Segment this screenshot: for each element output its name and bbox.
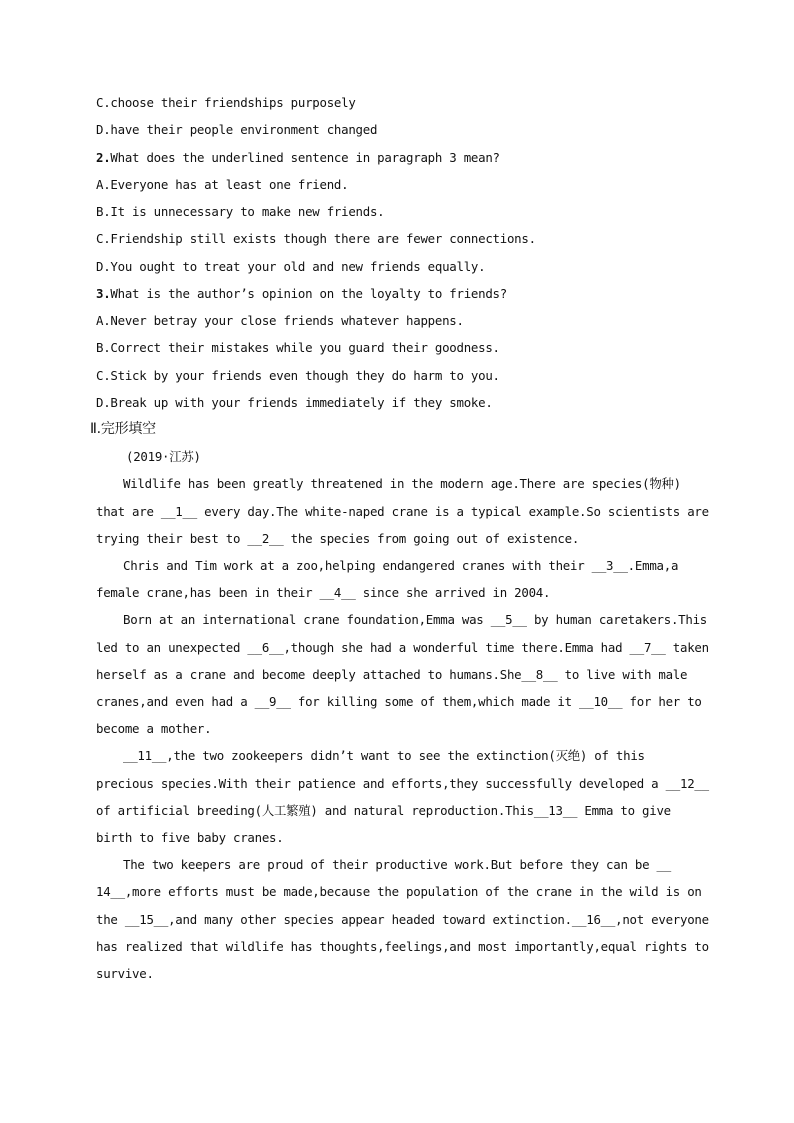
section-source: (2019·江苏) — [126, 449, 201, 464]
q2-stem — [96, 149, 500, 167]
q3-option-b: B.Correct their mistakes while you guard their goodness. — [96, 340, 500, 355]
q2-number: 2. — [96, 150, 111, 165]
passage-line: the __15__,and many other species appear headed toward extinction.__16__,not everyone — [96, 912, 709, 927]
passage-line: of artificial breeding(人工繁殖) and natural reproduction.This__13__ Emma to give — [96, 803, 671, 818]
passage-line: cranes,and even had a __9__ for killing some of them,which made it __10__ for her to — [96, 694, 702, 709]
passage-line: 14__,more efforts must be made,because the population of the crane in the wild is on — [96, 884, 702, 899]
passage-line: precious species.With their patience and efforts,they successfully developed a __12__ — [96, 776, 709, 791]
q3-stem — [96, 285, 507, 303]
q2-option-a: A.Everyone has at least one friend. — [96, 177, 349, 192]
q1-option-d: D.have their people environment changed — [96, 122, 378, 137]
passage-line: Born at an international crane foundation,Emma was __5__ by human caretakers.This — [123, 612, 707, 627]
q2-stem-text: What does the underlined sentence in paragraph 3 mean? — [110, 150, 500, 165]
q3-option-d: D.Break up with your friends immediately if they smoke. — [96, 395, 493, 410]
passage-line: that are __1__ every day.The white-naped crane is a typical example.So scientists are — [96, 504, 709, 519]
passage-line: survive. — [96, 966, 154, 981]
passage-line: __11__,the two zookeepers didn’t want to see the extinction(灭绝) of this — [123, 748, 645, 763]
passage-line: herself as a crane and become deeply attached to humans.She__8__ to live with male — [96, 667, 688, 682]
q2-option-b: B.It is unnecessary to make new friends. — [96, 204, 385, 219]
q2-option-c: C.Friendship still exists though there are fewer connections. — [96, 231, 536, 246]
passage-line: led to an unexpected __6__,though she had a wonderful time there.Emma had __7__ taken — [96, 640, 709, 655]
q3-number: 3. — [96, 286, 111, 301]
q3-stem-text: What is the author’s opinion on the loyalty to friends? — [110, 286, 507, 301]
passage-line: Chris and Tim work at a zoo,helping endangered cranes with their __3__.Emma,a — [123, 558, 679, 573]
q3-option-c: C.Stick by your friends even though they do harm to you. — [96, 368, 500, 383]
q2-option-d: D.You ought to treat your old and new friends equally. — [96, 259, 486, 274]
q3-option-a: A.Never betray your close friends whatever happens. — [96, 313, 464, 328]
section-title: Ⅱ.完形填空 — [90, 421, 156, 437]
passage-line: trying their best to __2__ the species from going out of existence. — [96, 531, 580, 546]
passage-line: female crane,has been in their __4__ since she arrived in 2004. — [96, 585, 551, 600]
q1-option-c: C.choose their friendships purposely — [96, 95, 356, 110]
passage-line: has realized that wildlife has thoughts,feelings,and most importantly,equal rights to — [96, 939, 709, 954]
passage-line: birth to five baby cranes. — [96, 830, 284, 845]
passage-line: Wildlife has been greatly threatened in the modern age.There are species(物种) — [123, 476, 681, 491]
passage-line: become a mother. — [96, 721, 212, 736]
passage-line: The two keepers are proud of their productive work.But before they can be __ — [123, 857, 671, 872]
